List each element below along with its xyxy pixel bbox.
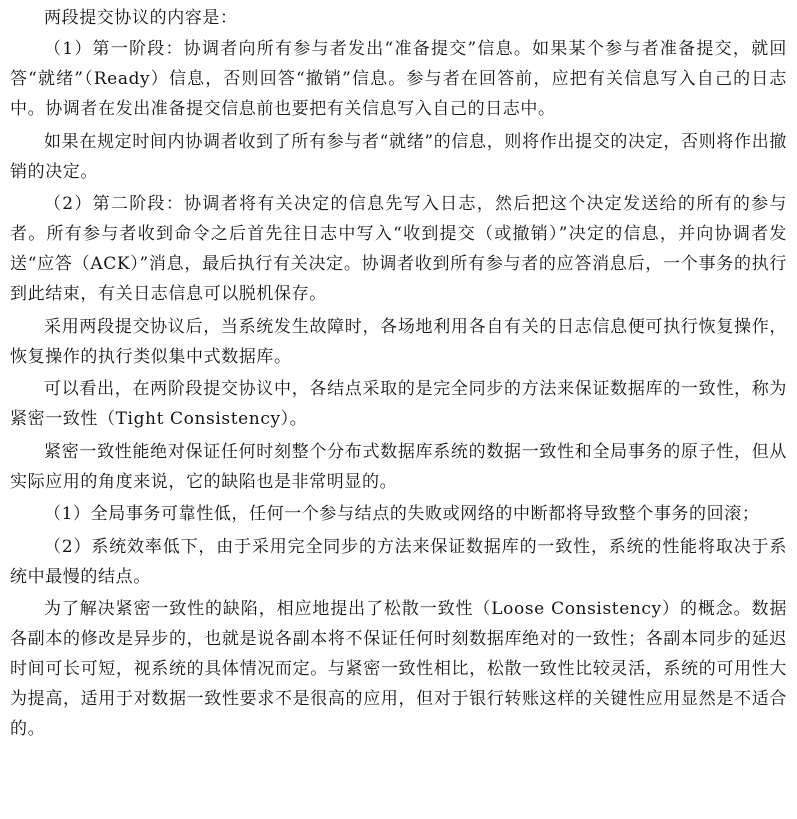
paragraph-intro: 两段提交协议的内容是： bbox=[44, 8, 238, 28]
paragraph-recovery: 采用两段提交协议后，当系统发生故障时，各场地利用各自有关的日志信息便可执行恢复操作，恢复操作的执行类似集中式数据库。 bbox=[10, 316, 787, 367]
paragraph-drawback-efficiency: （2）系统效率低下，由于采用完全同步的方法来保证数据库的一致性，系统的性能将取决于系统中最慢的结点。 bbox=[10, 536, 787, 587]
paragraph-loose-consistency: 为了解决紧密一致性的缺陷，相应地提出了松散一致性（Loose Consistency）的概念。数据各副本的修改是异步的，也就是说各副本将不保证任何时刻数据库绝对的一致性；各副本同步的延迟时间可长可短，视系统的具体情况而定。与紧密一致性相比，松散一致性比较灵活，系统的可用性大为提高，适用于对数据一致性要求不是很高的应用，但对于银行转账这样的关键性应用显然是不适合的。 bbox=[10, 599, 787, 739]
paragraph-phase-two: （2）第二阶段：协调者将有关决定的信息先写入日志，然后把这个决定发送给的所有的参与者。所有参与者收到命令之后首先往日志中写入“收到提交（或撤销）”决定的信息，并向协调者发送“应答（ACK）”消息，最后执行有关决定。协调者收到所有参与者的应答消息后，一个事务的执行到此结束，有关日志信息可以脱机保存。 bbox=[10, 194, 787, 304]
paragraph-decision: 如果在规定时间内协调者收到了所有参与者“就绪”的信息，则将作出提交的决定，否则将作出撤销的决定。 bbox=[10, 131, 787, 182]
paragraph-tight-drawbacks: 紧密一致性能绝对保证任何时刻整个分布式数据库系统的数据一致性和全局事务的原子性，但从实际应用的角度来说，它的缺陷也是非常明显的。 bbox=[10, 441, 787, 492]
paragraph-drawback-reliability: （1）全局事务可靠性低，任何一个参与结点的失败或网络的中断都将导致整个事务的回滚； bbox=[44, 504, 760, 524]
paragraph-tight-consistency: 可以看出，在两阶段提交协议中，各结点采取的是完全同步的方法来保证数据库的一致性，称为紧密一致性（Tight Consistency）。 bbox=[10, 379, 787, 429]
paragraph-phase-one: （1）第一阶段：协调者向所有参与者发出“准备提交”信息。如果某个参与者准备提交，就回答“就绪”（Ready）信息，否则回答“撤销”信息。参与者在回答前，应把有关信息写入自己的日志中。协调者在发出准备提交信息前也要把有关信息写入自己的日志中。 bbox=[10, 39, 787, 119]
